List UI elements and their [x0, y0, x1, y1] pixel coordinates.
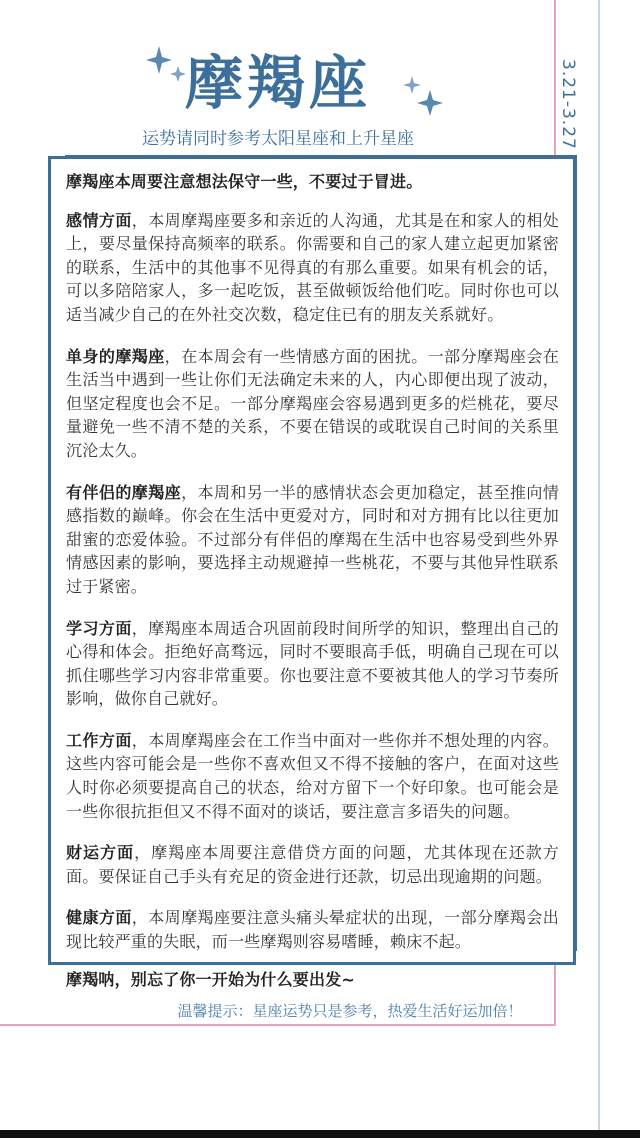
- section-love-lead: 感情方面: [66, 210, 132, 230]
- section-health: [66, 906, 559, 953]
- section-wealth-lead: 财运方面: [66, 843, 135, 863]
- section-health-lead: 健康方面: [66, 908, 132, 928]
- page-subtitle: 运势请同时参考太阳星座和上升星座: [142, 129, 414, 149]
- date-range: 3.21-3.27: [558, 58, 578, 150]
- horoscope-card: [48, 156, 576, 989]
- blue-vertical-line: [598, 0, 600, 1138]
- section-work: [66, 729, 559, 823]
- section-love: [66, 209, 559, 327]
- footer-tip: 温馨提示：星座运势只是参考，热爱生活好运加倍！: [177, 1002, 523, 1020]
- section-partnered: [66, 481, 559, 599]
- bottom-bar: [0, 1130, 640, 1138]
- section-study: [66, 617, 559, 711]
- section-love-text: ，本周摩羯座要多和亲近的人沟通，尤其是在和家人的相处上，要尽量保持高频率的联系。你需要和自己的家人建立起更加紧密的联系，生活中的其他事不见得真的有那么重要。如果有机会的话，可以多陪陪家人，多一起吃饭，甚至做顿饭给他们吃。同时你也可以适当减少自己的在外社交次数，稳定住已有的朋友关系就好。: [66, 210, 559, 324]
- closing-text: 摩羯呐，别忘了你一开始为什么要出发~: [66, 969, 356, 989]
- section-study-text: ，摩羯座本周适合巩固前段时间所学的知识，整理出自己的心得和体会。拒绝好高骛远，同时不要眼高手低，明确自己现在可以抓住哪些学习内容非常重要。你也要注意不要被其他人的学习节奏所影响，做你自己就好。: [66, 618, 559, 709]
- section-partnered-text: ，本周和另一半的感情状态会更加稳定，甚至推向情感指数的巅峰。你会在生活中更爱对方，同时和对方拥有比以往更加甜蜜的恋爱体验。不过部分有伴侣的摩羯在生活中也容易受到些外界情感因素的影响，要选择主动规避掉一些桃花，不要与其他异性联系过于紧密。: [66, 482, 559, 596]
- section-partnered-lead: 有伴侣的摩羯座: [66, 482, 182, 502]
- section-single: [66, 345, 559, 463]
- section-wealth-text: ，摩羯座本周要注意借贷方面的问题，尤其体现在还款方面。要保证自己手头有充足的资金进行还款，切忌出现逾期的问题。: [66, 843, 559, 886]
- pink-horizontal-line: [0, 1024, 556, 1026]
- section-work-text: ，本周摩羯座会在工作当中面对一些你并不想处理的内容。这些内容可能会是一些你不喜欢但又不得不接触的客户，在面对这些人时你必须要提高自己的状态，给对方留下一个好印象。也可能会是一些你很抗拒但又不得不面对的谈话，要注意言多语失的问题。: [66, 730, 559, 821]
- section-wealth: [66, 841, 559, 888]
- section-health-text: ，本周摩羯座要注意头痛头晕症状的出现，一部分摩羯会出现比较严重的失眠，而一些摩羯则容易嗜睡，赖床不起。: [66, 908, 559, 952]
- section-work-lead: 工作方面: [66, 730, 132, 750]
- section-single-lead: 单身的摩羯座: [66, 346, 165, 366]
- section-single-text: ，在本周会有一些情感方面的困扰。一部分摩羯座会在生活当中遇到一些让你们无法确定未来的人，内心即便出现了波动，但坚定程度也会不足。一部分摩羯座会容易遇到更多的烂桃花，要尽量避免一些不清不楚的关系，不要在错误的或耽误自己时间的关系里沉沦太久。: [66, 346, 559, 460]
- section-study-lead: 学习方面: [66, 618, 132, 638]
- page-title: 摩羯座: [184, 49, 371, 117]
- intro-text: 摩羯座本周要注意想法保守一些，不要过于冒进。: [66, 172, 423, 191]
